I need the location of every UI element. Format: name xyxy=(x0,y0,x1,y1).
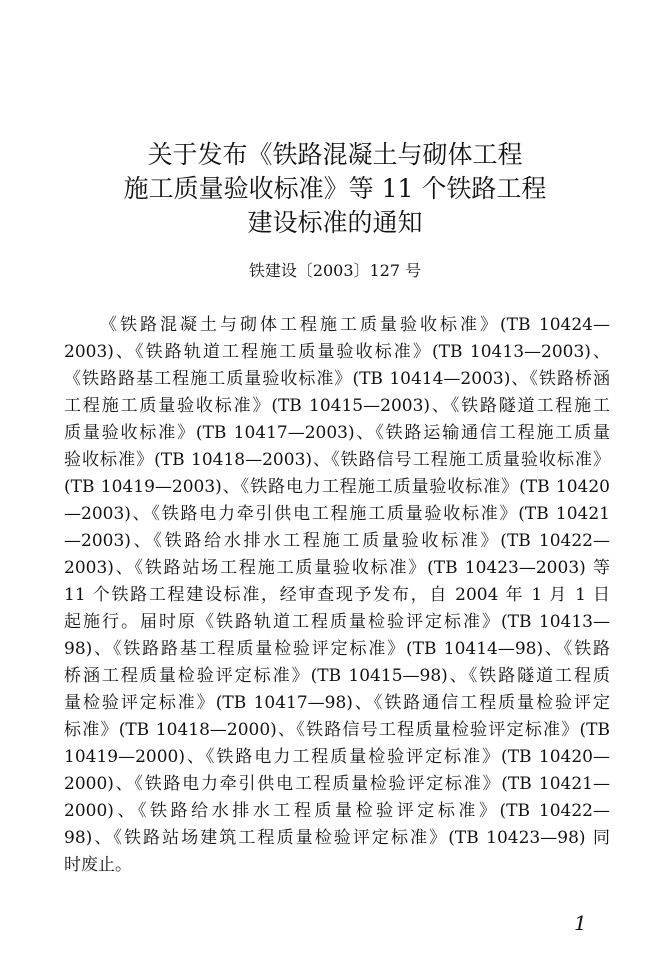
body-line-19: 2000)、《铁路给水排水工程质量检验评定标准》(TB 10422— xyxy=(64,801,610,821)
body-line-6: 验收标准》(TB 10418—2003)、《铁路信号工程施工质量验收标准》 xyxy=(64,450,610,470)
body-line-4: 工程施工质量验收标准》(TB 10415—2003)、《铁路隧道工程施工 xyxy=(64,396,610,416)
body-line-8: —2003)、《铁路电力牵引供电工程施工质量验收标准》(TB 10421 xyxy=(64,504,610,524)
body-line-7: (TB 10419—2003)、《铁路电力工程施工质量验收标准》(TB 10420 xyxy=(64,477,610,497)
title-line-2: 施工质量验收标准》等 11 个铁路工程 xyxy=(123,174,547,203)
body-line-18: 2000)、《铁路电力牵引供电工程质量检验评定标准》(TB 10421— xyxy=(64,774,610,794)
body-line-17: 10419—2000)、《铁路电力工程质量检验评定标准》(TB 10420— xyxy=(64,747,610,767)
body-line-2: 2003)、《铁路轨道工程施工质量验收标准》(TB 10413—2003)、 xyxy=(64,342,610,362)
body-line-9: —2003)、《铁路给水排水工程施工质量验收标准》(TB 10422— xyxy=(64,531,610,551)
body-line-3: 《铁路路基工程施工质量验收标准》(TB 10414—2003)、《铁路桥涵 xyxy=(64,369,610,389)
title-line-3: 建设标准的通知 xyxy=(247,208,423,237)
body-line-15: 量检验评定标准》(TB 10417—98)、《铁路通信工程质量检验评定 xyxy=(64,693,610,713)
body-line-14: 桥涵工程质量检验评定标准》(TB 10415—98)、《铁路隧道工程质 xyxy=(64,666,610,686)
body-line-20: 98)、《铁路站场建筑工程质量检验评定标准》(TB 10423—98) 同 xyxy=(64,828,610,848)
body-line-1: 《铁路混凝土与砌体工程施工质量验收标准》(TB 10424— xyxy=(100,315,610,335)
body-line-13: 98)、《铁路路基工程质量检验评定标准》(TB 10414—98)、《铁路 xyxy=(64,639,610,659)
body-line-12: 起施行。届时原《铁路轨道工程质量检验评定标准》(TB 10413— xyxy=(64,612,610,632)
body-line-16: 标准》(TB 10418—2000)、《铁路信号工程质量检验评定标准》(TB xyxy=(64,720,610,740)
title-line-1: 关于发布《铁路混凝土与砌体工程 xyxy=(147,140,523,169)
body-line-11: 11 个铁路工程建设标准，经审查现予发布，自 2004 年 1 月 1 日 xyxy=(64,585,610,605)
document-number: 铁建设〔2003〕127 号 xyxy=(248,261,422,280)
body-line-5: 质量验收标准》(TB 10417—2003)、《铁路运输通信工程施工质量 xyxy=(64,423,610,443)
body-line-21: 时废止。 xyxy=(64,855,132,875)
body-line-10: 2003)、《铁路站场工程施工质量验收标准》(TB 10423—2003) 等 xyxy=(64,558,610,578)
page-number: 1 xyxy=(574,911,587,935)
